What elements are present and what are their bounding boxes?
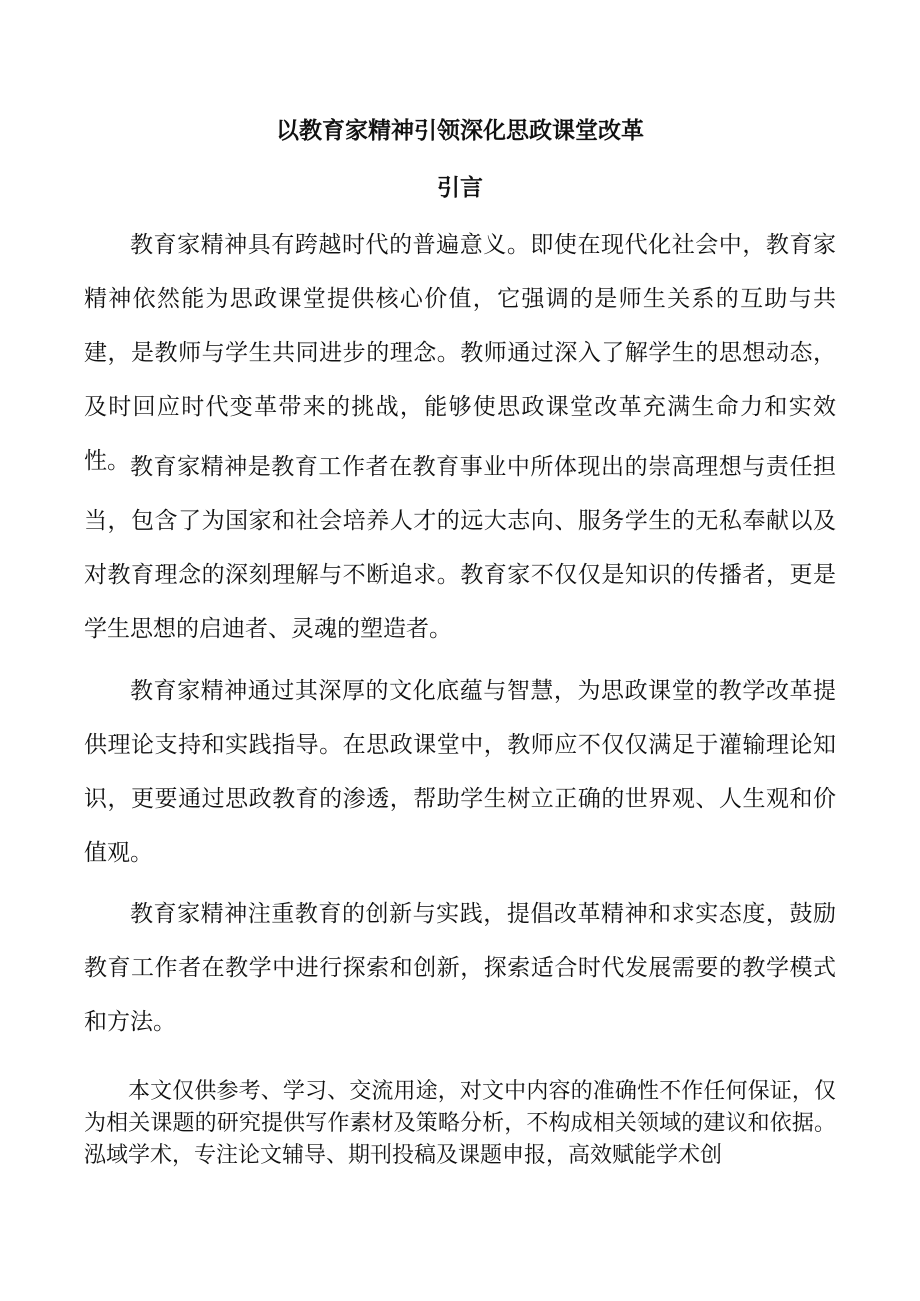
body-paragraph-4: 教育家精神注重教育的创新与实践，提倡改革精神和求实态度，鼓励教育工作者在教学中进行探索和创新，探索适合时代发展需要的教学模式和方法。 <box>84 901 836 1035</box>
body-paragraph-1: 教育家精神具有跨越时代的普遍意义。即使在现代化社会中，教育家精神依然能为思政课堂提供核心价值，它强调的是师生关系的互助与共建，是教师与学生共同进步的理念。教师通过深入了解学生的思想动态，及时回应时代变革带来的挑战，能够使思政课堂改革充满生命力和实效性。 <box>84 232 836 474</box>
document-title: 以教育家精神引领深化思政课堂改革 <box>276 117 644 144</box>
body-paragraph-2: 教育家精神是教育工作者在教育事业中所体现出的崇高理想与责任担当，包含了为国家和社会培养人才的远大志向、服务学生的无私奉献以及对教育理念的深刻理解与不断追求。教育家不仅仅是知识的传播者，更是学生思想的启迪者、灵魂的塑造者。 <box>84 454 836 642</box>
section-heading: 引言 <box>437 174 483 201</box>
disclaimer-paragraph: 本文仅供参考、学习、交流用途，对文中内容的准确性不作任何保证，仅为相关课题的研究提供写作素材及策略分析，不构成相关领域的建议和依据。泓域学术，专注论文辅导、期刊投稿及课题申报，高效赋能学术创 <box>84 1079 836 1168</box>
body-paragraph-3: 教育家精神通过其深厚的文化底蕴与智慧，为思政课堂的教学改革提供理论支持和实践指导。在思政课堂中，教师应不仅仅满足于灌输理论知识，更要通过思政教育的渗透，帮助学生树立正确的世界观、人生观和价值观。 <box>84 678 836 866</box>
